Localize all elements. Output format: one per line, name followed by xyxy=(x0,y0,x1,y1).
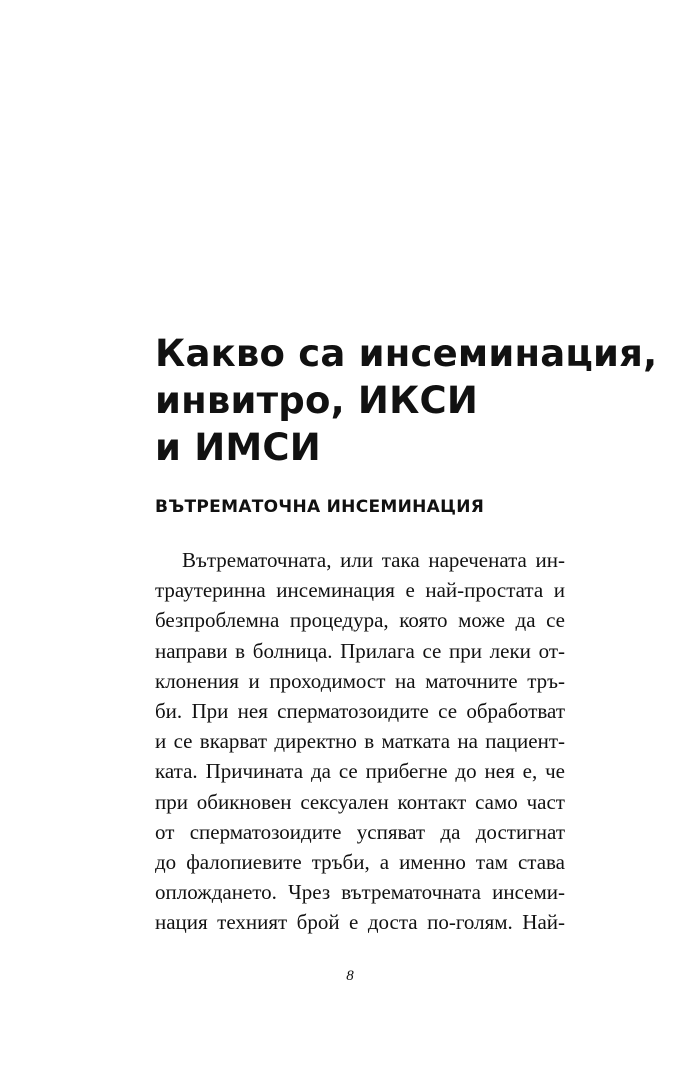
body-line: клонения и проходимост на маточните тръ- xyxy=(155,668,565,693)
body-line: ката. Причината да се прибегне до нея е, че xyxy=(155,759,565,784)
chapter-title-line: и ИМСИ xyxy=(155,426,321,469)
body-paragraph xyxy=(155,545,565,937)
section-heading: ВЪТРЕМАТОЧНА ИНСЕМИНАЦИЯ xyxy=(155,497,485,517)
body-line: направи в болница. Прилага се при леки от- xyxy=(155,638,565,663)
body-line: би. При нея сперматозоидите се обработват xyxy=(155,698,565,723)
body-line: нация техният брой е доста по-голям. Най- xyxy=(155,910,565,935)
body-line: при обикновен сексуален контакт само част xyxy=(155,789,565,814)
body-line: Вътрематочната, или така наречената ин- xyxy=(182,548,565,572)
page-number: 8 xyxy=(346,968,354,984)
body-line: до фалопиевите тръби, а именно там става xyxy=(155,849,565,874)
body-line: от сперматозоидите успяват да достигнат xyxy=(155,819,565,844)
body-line: и се вкарват директно в матката на пациент- xyxy=(155,729,565,754)
chapter-title-line: Какво са инсеминация, xyxy=(155,332,658,375)
body-line: безпроблемна процедура, която може да се xyxy=(155,608,565,633)
body-line: оплождането. Чрез вътрематочната инсеми- xyxy=(155,880,565,905)
chapter-title-line: инвитро, ИКСИ xyxy=(155,379,479,422)
chapter-title xyxy=(155,330,658,471)
body-line: траутеринна инсеминация е най-простата и xyxy=(155,578,565,603)
